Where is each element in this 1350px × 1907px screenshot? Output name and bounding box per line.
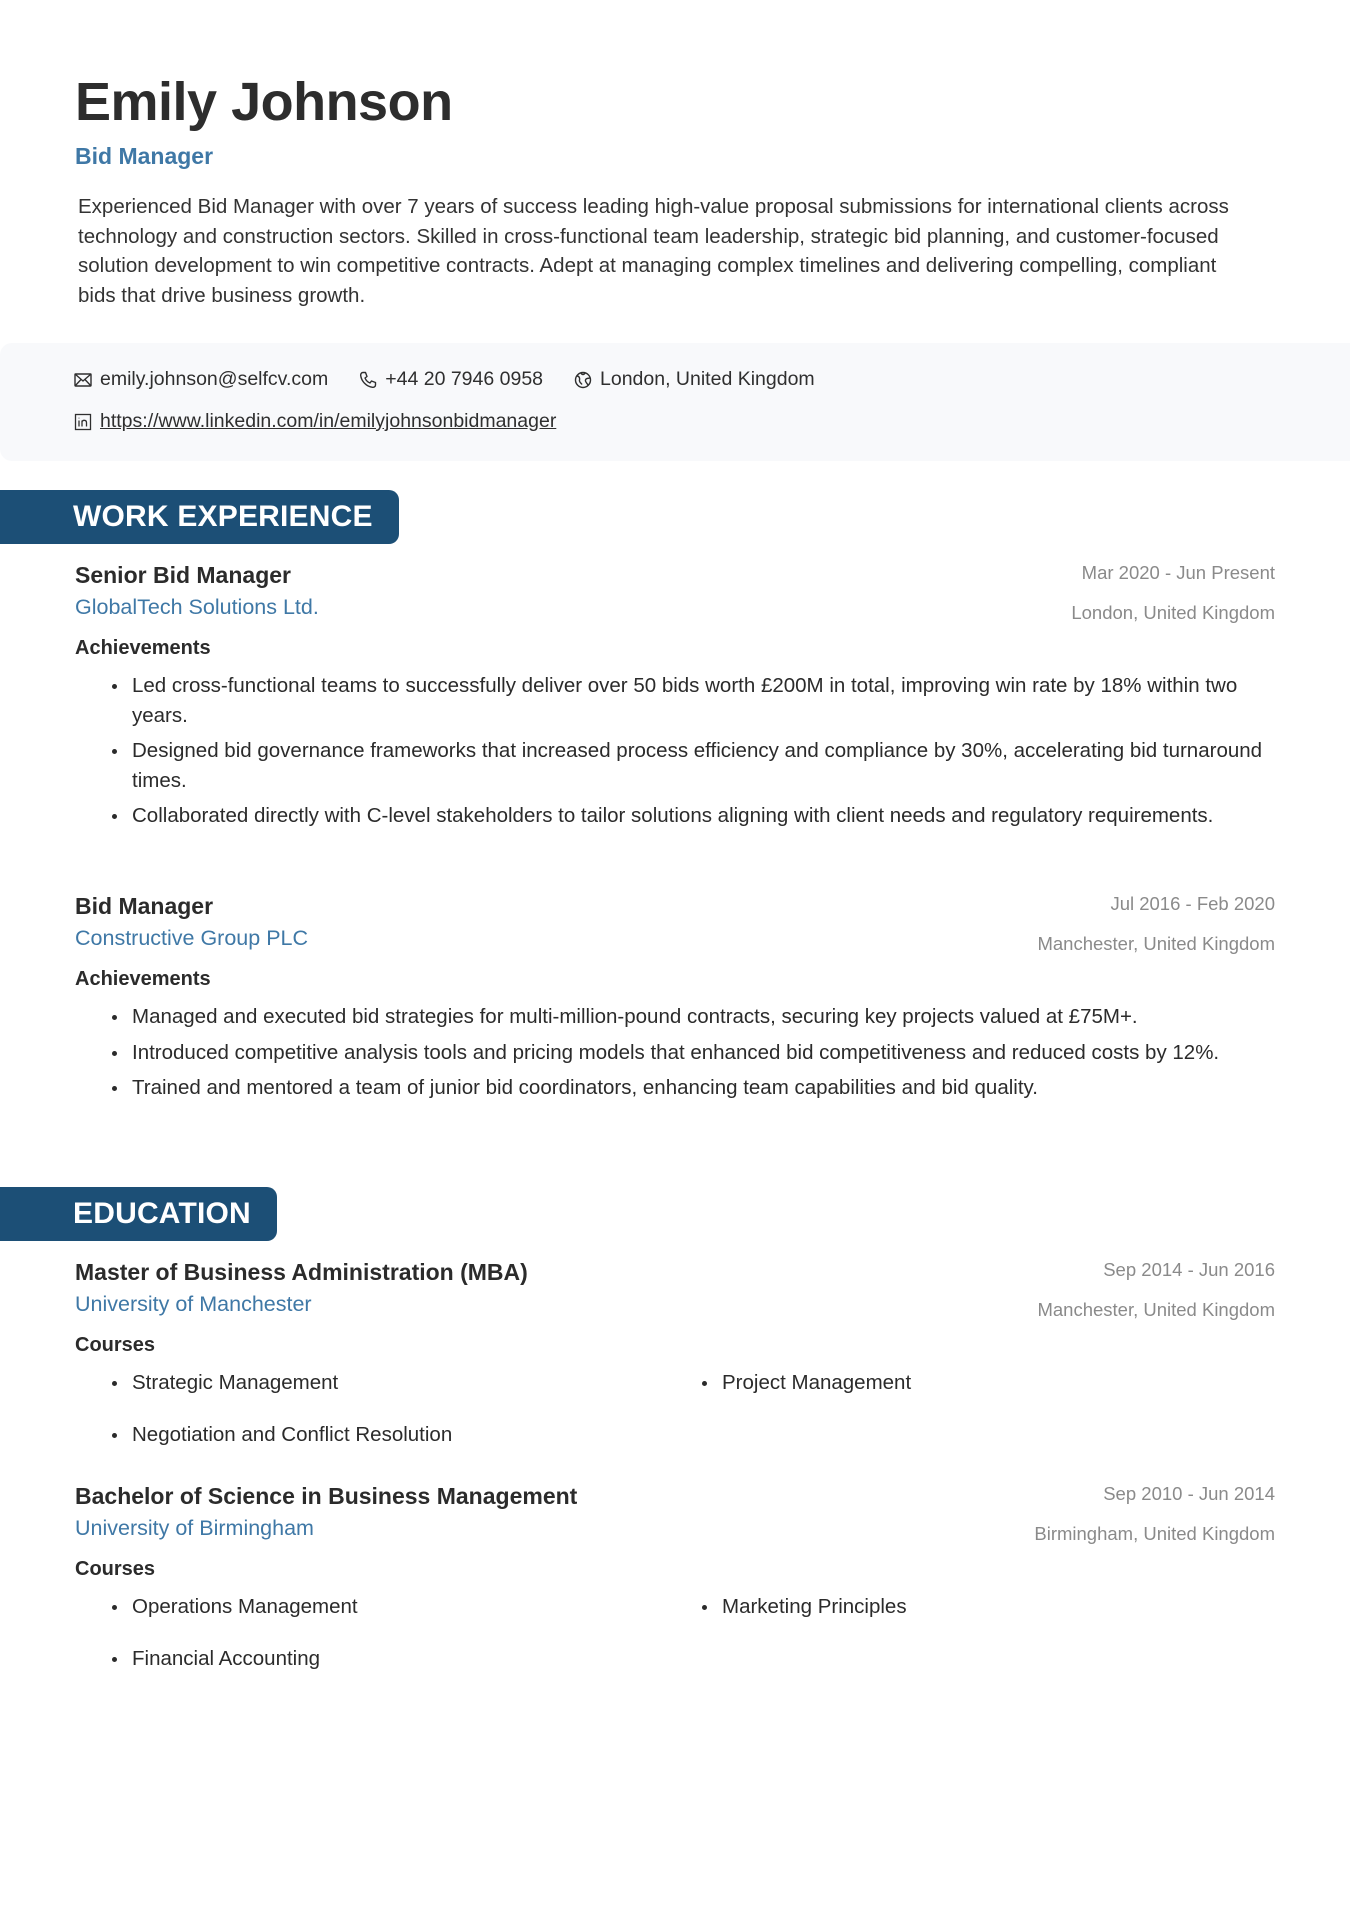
candidate-name: Emily Johnson	[75, 72, 453, 132]
profile-summary: Experienced Bid Manager with over 7 years of success leading high-value proposal submissions for international clients across technology and construction sectors. Skilled in cross-functional team leadership, strategic bid planning, and customer-focused solution development to win competitive contracts. Adept at managing complex timelines and delivering compelling, compliant bids that drive business growth.	[78, 195, 1229, 307]
phone-text: +44 20 7946 0958	[385, 368, 544, 390]
contact-location	[573, 368, 815, 391]
contact-phone[interactable]	[358, 368, 543, 391]
achievement-item: Designed bid governance frameworks that increased process efficiency and compliance by 30%, accelerating bid turnaround times.	[108, 736, 1278, 795]
education-dates: Sep 2014 - Jun 2016	[1103, 1259, 1275, 1280]
achievement-item: Managed and executed bid strategies for multi-million-pound contracts, securing key projects valued at £75M+.	[108, 1002, 1278, 1032]
linkedin-icon	[73, 412, 93, 432]
contact-linkedin[interactable]	[73, 410, 556, 433]
job-location: London, United Kingdom	[1071, 602, 1275, 623]
achievements-list	[108, 1002, 1275, 1103]
achievement-item: Introduced competitive analysis tools and pricing models that enhanced bid competitiveness and reduced costs by 12%.	[108, 1038, 1278, 1068]
mail-icon	[73, 370, 93, 390]
phone-icon	[358, 370, 378, 390]
contact-row-2	[73, 410, 586, 433]
course-item: Negotiation and Conflict Resolution	[108, 1420, 698, 1450]
section-education: EDUCATION	[0, 1187, 277, 1241]
job-location: Manchester, United Kingdom	[1037, 933, 1275, 954]
job-title: Senior Bid Manager	[75, 562, 291, 588]
courses-label: Courses	[75, 1558, 156, 1580]
achievements-label: Achievements	[75, 637, 211, 659]
company-name: GlobalTech Solutions Ltd.	[75, 595, 319, 619]
achievements-list	[108, 671, 1275, 831]
course-item: Financial Accounting	[108, 1644, 698, 1674]
education-location: Manchester, United Kingdom	[1037, 1299, 1275, 1320]
course-item: Strategic Management	[108, 1368, 698, 1398]
work-entry	[75, 891, 1275, 1109]
courses-list	[108, 1368, 1275, 1449]
contact-email[interactable]	[73, 368, 328, 391]
email-text: emily.johnson@selfcv.com	[100, 368, 329, 390]
courses-list	[108, 1592, 1275, 1673]
linkedin-link[interactable]: https://www.linkedin.com/in/emilyjohnsonbidmanager	[100, 410, 557, 432]
degree-title: Bachelor of Science in Business Management	[75, 1483, 578, 1509]
job-title: Bid Manager	[75, 893, 214, 919]
course-item: Marketing Principles	[698, 1592, 1098, 1622]
education-entry	[75, 1257, 1275, 1449]
work-entry	[75, 560, 1275, 837]
education-dates: Sep 2010 - Jun 2014	[1103, 1483, 1275, 1504]
achievements-label: Achievements	[75, 968, 211, 990]
contact-row-1	[73, 368, 845, 391]
course-item: Project Management	[698, 1368, 1098, 1398]
job-dates: Mar 2020 - Jun Present	[1081, 562, 1275, 583]
achievement-item: Led cross-functional teams to successfully deliver over 50 bids worth £200M in total, improving win rate by 18% within two years.	[108, 671, 1278, 730]
company-name: Constructive Group PLC	[75, 926, 309, 950]
education-entry	[75, 1481, 1275, 1673]
job-dates: Jul 2016 - Feb 2020	[1110, 893, 1275, 914]
degree-title: Master of Business Administration (MBA)	[75, 1259, 528, 1285]
contact-strip	[0, 343, 1350, 461]
section-work-experience: WORK EXPERIENCE	[0, 490, 399, 544]
school-name: University of Manchester	[75, 1292, 312, 1316]
course-item: Operations Management	[108, 1592, 698, 1622]
achievement-item: Trained and mentored a team of junior bid coordinators, enhancing team capabilities and bid quality.	[108, 1073, 1278, 1103]
education-location: Birmingham, United Kingdom	[1034, 1523, 1275, 1544]
courses-label: Courses	[75, 1334, 156, 1356]
globe-icon	[573, 370, 593, 390]
location-text: London, United Kingdom	[600, 368, 815, 390]
candidate-title: Bid Manager	[75, 143, 214, 169]
school-name: University of Birmingham	[75, 1516, 314, 1540]
resume-header	[75, 70, 1275, 170]
achievement-item: Collaborated directly with C-level stakeholders to tailor solutions aligning with client needs and regulatory requirements.	[108, 801, 1278, 831]
